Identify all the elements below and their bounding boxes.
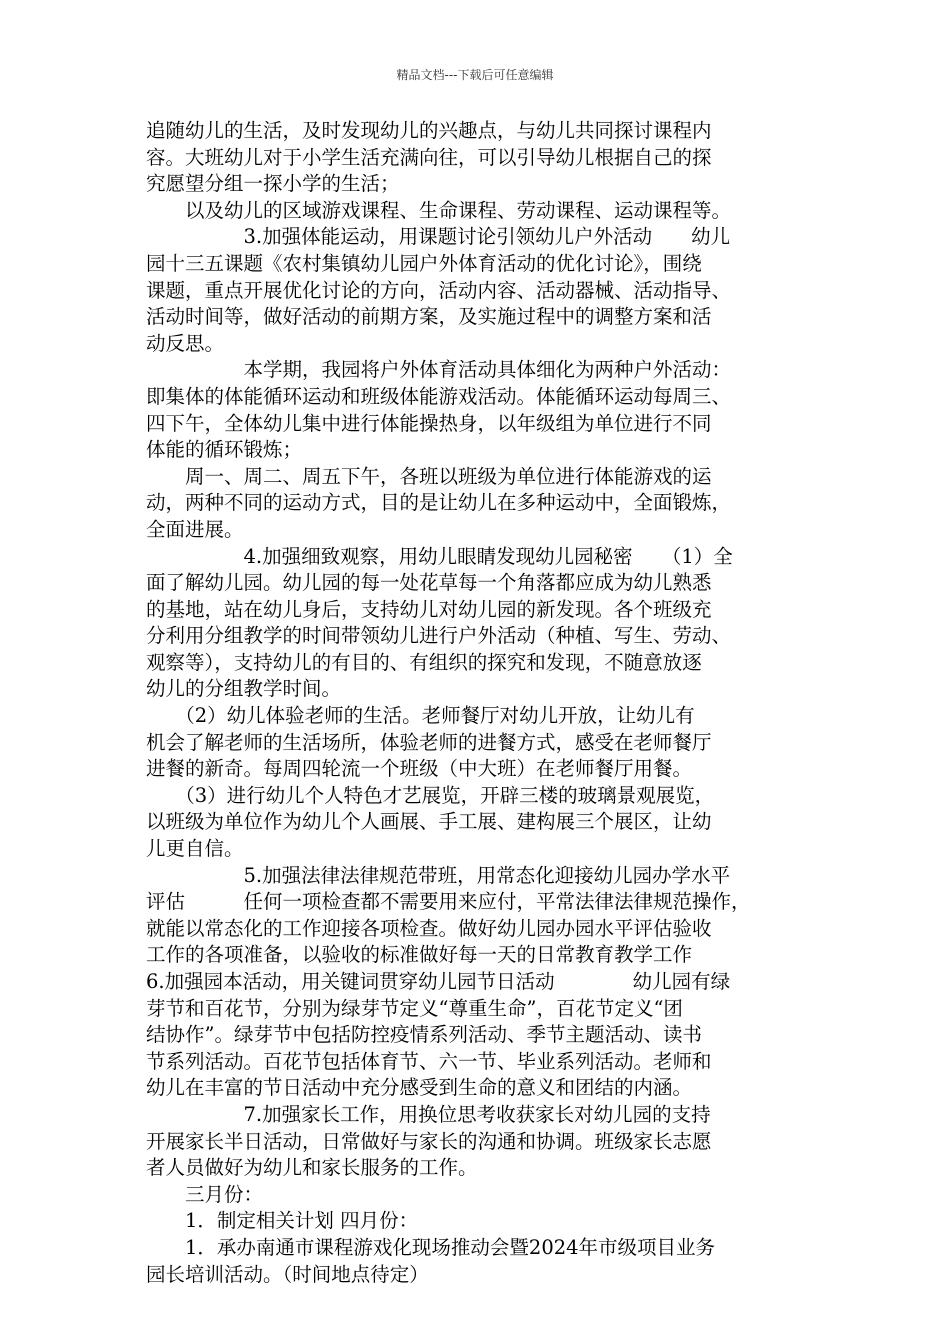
text-line: 者人员做好为幼儿和家长服务的工作。 (146, 1156, 478, 1180)
text-line: 周一、周二、周五下午，各班以班级为单位进行体能游戏的运 (146, 464, 712, 488)
text-line: 节系列活动。百花节包括体育节、六一节、毕业系列活动。老师和 (146, 1049, 712, 1073)
text-line: 3.加强体能运动，用课题讨论引领幼儿户外活动 幼儿 (146, 225, 731, 249)
text-line: 以班级为单位作为幼儿个人画展、手工展、建构展三个展区，让幼 (146, 810, 712, 834)
page-header: 精品文档---下载后可任意编辑 (396, 68, 554, 82)
text-line: 体能的循环锻炼； (146, 438, 303, 462)
text-line: 三月份： (146, 1182, 264, 1206)
text-line: 5.加强法律法律规范带班，用常态化迎接幼儿园办学水平 (146, 863, 731, 887)
text-line: （3）进行幼儿个人特色才艺展览，开辟三楼的玻璃景观展览， (146, 783, 715, 807)
text-line: 芽节和百花节，分别为绿芽节定义“尊重生命”，百花节定义“团 (146, 996, 683, 1020)
text-line: 开展家长半日活动，日常做好与家长的沟通和协调。班级家长志愿 (146, 1129, 712, 1153)
text-line: 面了解幼儿园。幼儿园的每一处花草每一个角落都应成为幼儿熟悉 (146, 571, 712, 595)
text-line: 以及幼儿的区域游戏课程、生命课程、劳动课程、运动课程等。 (146, 198, 732, 222)
text-line: 究愿望分组一探小学的生活； (146, 172, 400, 196)
text-line: 结协作”。绿芽节中包括防控疫情系列活动、季节主题活动、读书 (146, 1023, 702, 1047)
text-line: 全面进展。 (146, 517, 244, 541)
text-line: 4.加强细致观察，用幼儿眼睛发现幼儿园秘密 （1）全 (146, 544, 733, 568)
text-line: 园十三五课题《农村集镇幼儿园户外体育活动的优化讨论》，围绕 (146, 251, 702, 275)
text-line: 工作的各项准备，以验收的标准做好每一天的日常教育教学工作 (146, 943, 693, 967)
text-line: 即集体的体能循环运动和班级体能游戏活动。体能循环运动每周三、 (146, 384, 732, 408)
text-line: 园长培训活动。（时间地点待定） (146, 1262, 429, 1286)
text-line: 活动时间等，做好活动的前期方案，及实施过程中的调整方案和活 (146, 305, 712, 329)
text-line: 容。大班幼儿对于小学生活充满向往，可以引导幼儿根据自己的探 (146, 145, 712, 169)
text-line: 就能以常态化的工作迎接各项检查。做好幼儿园办园水平评估验收 (146, 916, 712, 940)
text-line: 儿更自信。 (146, 837, 244, 861)
text-line: （2）幼儿体验老师的生活。老师餐厅对幼儿开放，让幼儿有 (146, 704, 695, 728)
text-line: 观察等），支持幼儿的有目的、有组织的探究和发现，不随意放逐 (146, 650, 702, 674)
text-line: 动，两种不同的运动方式，目的是让幼儿在多种运动中，全面锻炼， (146, 491, 732, 515)
text-line: 分利用分组教学的时间带领幼儿进行户外活动（种植、写生、劳动、 (146, 624, 732, 648)
text-line: 幼儿在丰富的节日活动中充分感受到生命的意义和团结的内涵。 (146, 1076, 693, 1100)
text-line: 本学期，我园将户外体育活动具体细化为两种户外活动： (146, 358, 732, 382)
text-line: 6.加强园本活动，用关键词贯穿幼儿园节日活动 幼儿园有绿 (146, 970, 731, 993)
text-line: 机会了解老师的生活场所，体验老师的进餐方式，感受在老师餐厅 (146, 730, 712, 754)
text-line: 的基地，站在幼儿身后，支持幼儿对幼儿园的新发现。各个班级充 (146, 597, 712, 621)
text-line: 1．承办南通市课程游戏化现场推动会暨2024年市级项目业务 (146, 1235, 716, 1259)
text-line: 四下午，全体幼儿集中进行体能操热身，以年级组为单位进行不同 (146, 411, 712, 435)
text-line: 动反思。 (146, 331, 225, 355)
text-line: 进餐的新奇。每周四轮流一个班级（中大班）在老师餐厅用餐。 (146, 757, 693, 781)
text-line: 7.加强家长工作，用换位思考收获家长对幼儿园的支持 (146, 1102, 711, 1126)
text-line: 追随幼儿的生活，及时发现幼儿的兴趣点，与幼儿共同探讨课程内 (146, 119, 712, 142)
document-body (146, 118, 822, 1288)
text-line: 1．制定相关计划 四月份： (146, 1209, 419, 1233)
text-line: 课题，重点开展优化讨论的方向，活动内容、活动器械、活动指导、 (146, 278, 732, 302)
text-line: 评估 任何一项检查都不需要用来应付，平常法律法律规范操作， (146, 890, 751, 914)
text-line: 幼儿的分组教学时间。 (146, 677, 342, 701)
